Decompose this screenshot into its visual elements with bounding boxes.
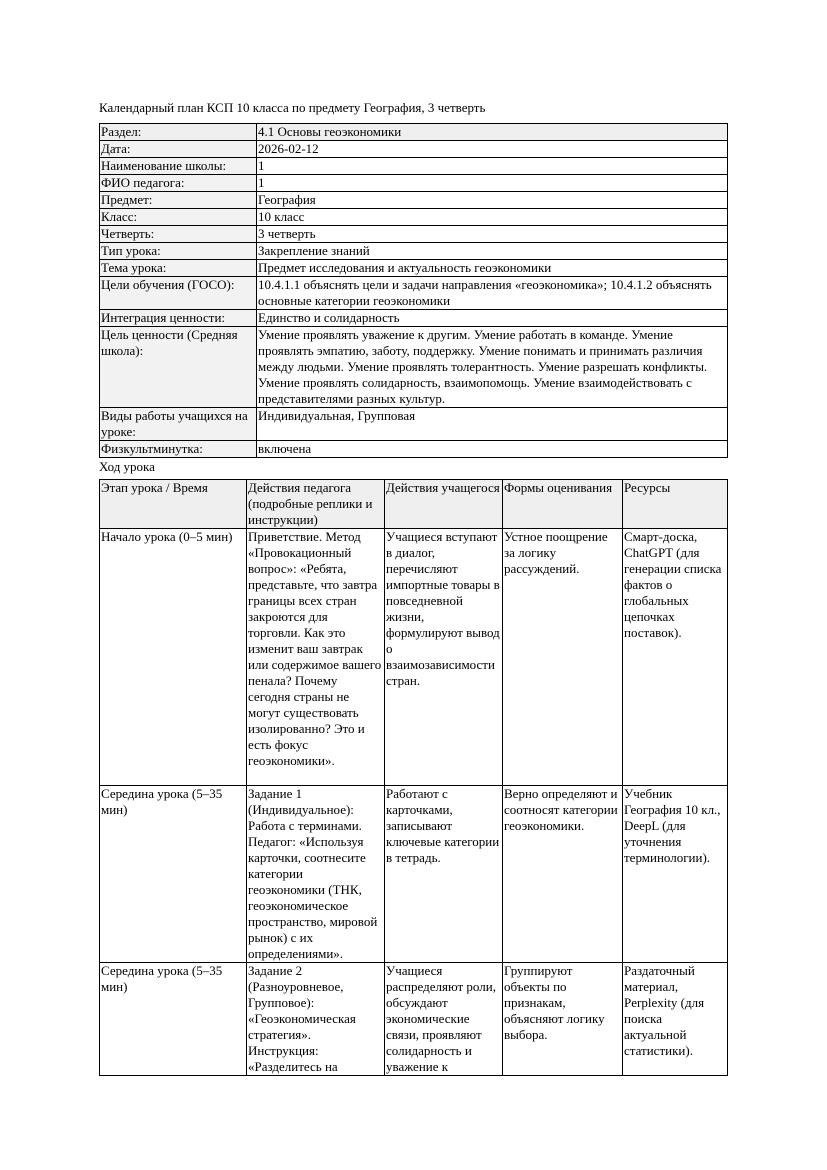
info-value: 2026-02-12: [257, 141, 728, 158]
info-label: Тип урока:: [100, 243, 257, 260]
document-title: Календарный план КСП 10 класса по предмету География, 3 четверть: [99, 100, 486, 115]
info-row-grade: [100, 209, 728, 226]
student-actions-cell: Учащиеся вступают в диалог, перечисляют импортные товары в повседневной жизни, формулируют вывод о взаимозависимости стран.: [385, 529, 503, 786]
info-row-date: [100, 141, 728, 158]
teacher-actions-cell: Задание 1 (Индивидуальное): Работа с терминами. Педагог: «Используя карточки, соотнесите категории геоэкономики (ТНК, геоэкономическое пространство, мировой рынок) с их определениями».: [247, 786, 385, 963]
info-label: Цели обучения (ГОСО):: [100, 277, 257, 310]
student-actions-cell: Работают с карточками, записывают ключевые категории в тетрадь.: [385, 786, 503, 963]
student-actions-cell: Учащиеся распределяют роли, обсуждают экономические связи, проявляют солидарность и уважение к: [385, 963, 503, 1076]
resources-cell: Учебник География 10 кл., DeepL (для уточнения терминологии).: [623, 786, 728, 963]
table-row: [100, 786, 728, 963]
assessment-cell: Группируют объекты по признакам, объясняют логику выбора.: [503, 963, 623, 1076]
info-label: ФИО педагога:: [100, 175, 257, 192]
info-value: 1: [257, 175, 728, 192]
assessment-cell: Устное поощрение за логику рассуждений.: [503, 529, 623, 786]
info-label: Физкультминутка:: [100, 441, 257, 458]
info-label: Цель ценности (Средняя школа):: [100, 327, 257, 408]
stage-cell: Середина урока (5–35 мин): [100, 963, 247, 1076]
info-row-teacher: [100, 175, 728, 192]
table-row: [100, 963, 728, 1076]
info-row-learning-goals: [100, 277, 728, 310]
info-label: Наименование школы:: [100, 158, 257, 175]
info-row-topic: [100, 260, 728, 277]
lesson-flow-table: [99, 479, 728, 1076]
resources-cell: Смарт-доска, ChatGPT (для генерации списка фактов о глобальных цепочках поставок).: [623, 529, 728, 786]
teacher-actions-cell: Задание 2 (Разноуровневое, Групповое): «Геоэкономическая стратегия». Инструкция: «Разделитесь на: [247, 963, 385, 1076]
stage-cell: Середина урока (5–35 мин): [100, 786, 247, 963]
lesson-flow-header-row: [100, 480, 728, 529]
table-row: [100, 529, 728, 786]
info-row-work-types: [100, 408, 728, 441]
info-value: Единство и солидарность: [257, 310, 728, 327]
info-label: Интеграция ценности:: [100, 310, 257, 327]
info-row-quarter: [100, 226, 728, 243]
column-header-assessment: Формы оценивания: [503, 480, 623, 529]
info-value: включена: [257, 441, 728, 458]
info-label: Дата:: [100, 141, 257, 158]
info-value: 1: [257, 158, 728, 175]
column-header-teacher: Действия педагога (подробные реплики и инструкции): [247, 480, 385, 529]
info-row-section: [100, 124, 728, 141]
teacher-actions-cell: Приветствие. Метод «Провокационный вопрос»: «Ребята, представьте, что завтра границы всех стран закроются для торговли. Как это изменит ваш завтрак или содержимое вашего пенала? Почему сегодня страны не могут существовать изолированно? Это и есть фокус геоэкономики».: [247, 529, 385, 786]
lesson-flow-heading: Ход урока: [99, 459, 155, 474]
info-label: Класс:: [100, 209, 257, 226]
info-row-physical-break: [100, 441, 728, 458]
info-value: Умение проявлять уважение к другим. Умение работать в команде. Умение проявлять эмпатию, заботу, поддержку. Умение понимать и принимать различия между людьми. Умение проявлять толерантность. Умение разрешать конфликты. Умение проявлять солидарность, взаимопомощь. Умение взаимодействовать с представителями разных культур.: [257, 327, 728, 408]
info-label: Раздел:: [100, 124, 257, 141]
info-value: 4.1 Основы геоэкономики: [257, 124, 728, 141]
assessment-cell: Верно определяют и соотносят категории геоэкономики.: [503, 786, 623, 963]
info-row-value-goal: [100, 327, 728, 408]
info-label: Тема урока:: [100, 260, 257, 277]
info-label: Виды работы учащихся на уроке:: [100, 408, 257, 441]
info-row-school: [100, 158, 728, 175]
info-value: Предмет исследования и актуальность геоэкономики: [257, 260, 728, 277]
info-value: Закрепление знаний: [257, 243, 728, 260]
column-header-resources: Ресурсы: [623, 480, 728, 529]
resources-cell: Раздаточный материал, Perplexity (для поиска актуальной статистики).: [623, 963, 728, 1076]
lesson-info-table: [99, 123, 728, 458]
stage-cell: Начало урока (0–5 мин): [100, 529, 247, 786]
column-header-student: Действия учащегося: [385, 480, 503, 529]
info-value: Индивидуальная, Групповая: [257, 408, 728, 441]
info-value: 3 четверть: [257, 226, 728, 243]
info-value: География: [257, 192, 728, 209]
document-page: [99, 99, 727, 1076]
info-row-lesson-type: [100, 243, 728, 260]
info-value: 10.4.1.1 объяснять цели и задачи направления «геоэкономика»; 10.4.1.2 объяснять основные категории геоэкономики: [257, 277, 728, 310]
info-row-value-integration: [100, 310, 728, 327]
info-label: Четверть:: [100, 226, 257, 243]
info-row-subject: [100, 192, 728, 209]
info-label: Предмет:: [100, 192, 257, 209]
column-header-stage: Этап урока / Время: [100, 480, 247, 529]
info-value: 10 класс: [257, 209, 728, 226]
